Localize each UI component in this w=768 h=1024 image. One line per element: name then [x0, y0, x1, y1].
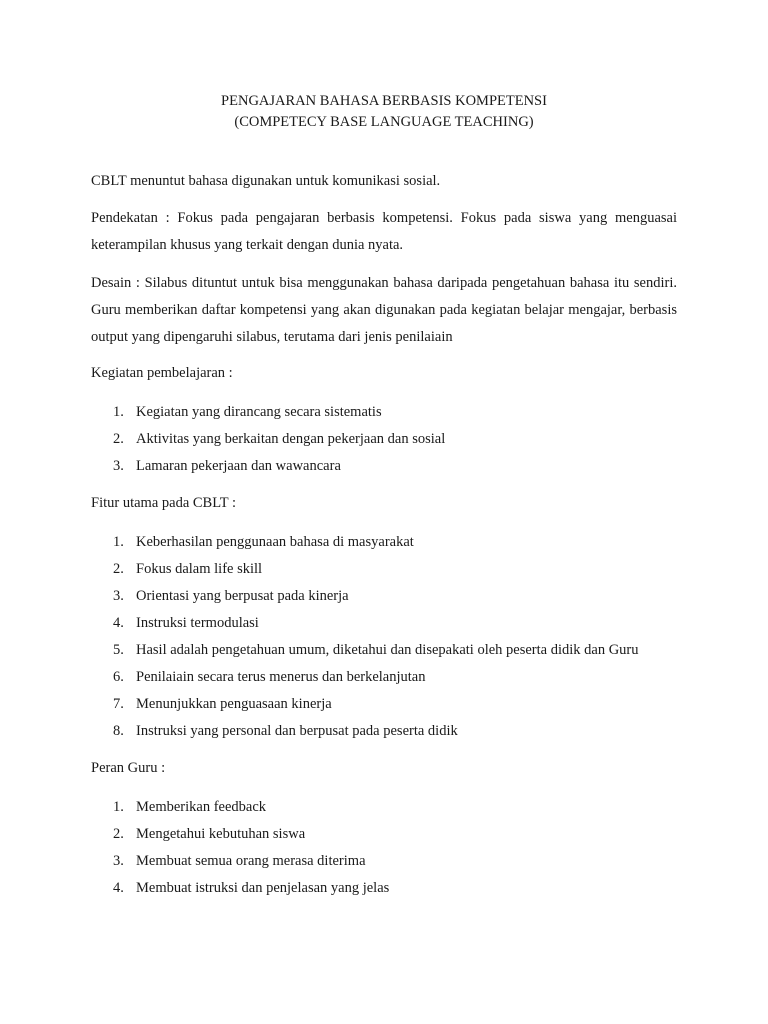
list-text: Hasil adalah pengetahuan umum, diketahui dan disepakati oleh peserta didik dan Guru [136, 642, 639, 658]
list-text: Aktivitas yang berkaitan dengan pekerjaan dan sosial [136, 431, 446, 447]
desain-paragraph: Desain : Silabus dituntut untuk bisa menggunakan bahasa daripada pengetahuan bahasa itu sendiri. Guru memberikan daftar kompetensi yang akan digunakan pada kegiatan belajar mengajar, berbasis output yang dipengaruhi silabus, terutama dari jenis penilaiain [91, 275, 677, 345]
document-title [91, 91, 677, 133]
intro-paragraph: CBLT menuntut bahasa digunakan untuk komunikasi sosial. [91, 173, 441, 189]
list-item [91, 610, 677, 637]
list-text: Fokus dalam life skill [136, 561, 263, 577]
title-line-1: PENGAJARAN BAHASA BERBASIS KOMPETENSI [221, 93, 547, 109]
document-body [91, 91, 677, 914]
fitur-heading: Fitur utama pada CBLT : [91, 495, 236, 511]
list-item [91, 583, 677, 610]
list-item [91, 399, 677, 426]
list-number: 2. [113, 561, 124, 577]
list-item [91, 875, 677, 902]
kegiatan-heading: Kegiatan pembelajaran : [91, 365, 233, 381]
list-item [91, 453, 677, 480]
list-number: 1. [113, 534, 124, 550]
list-text: Mengetahui kebutuhan siswa [136, 826, 306, 842]
list-text: Membuat semua orang merasa diterima [136, 853, 366, 869]
list-text: Instruksi termodulasi [136, 615, 259, 631]
list-text: Memberikan feedback [136, 799, 267, 815]
peran-list [91, 794, 677, 902]
title-line-2: (COMPETECY BASE LANGUAGE TEACHING) [234, 114, 534, 130]
list-number: 4. [113, 880, 124, 896]
list-item [91, 556, 677, 583]
list-text: Orientasi yang berpusat pada kinerja [136, 588, 349, 604]
list-item [91, 664, 677, 691]
list-number: 8. [113, 723, 124, 739]
pendekatan-paragraph: Pendekatan : Fokus pada pengajaran berbasis kompetensi. Fokus pada siswa yang menguasai keterampilan khusus yang terkait dengan dunia nyata. [91, 210, 677, 253]
list-text: Kegiatan yang dirancang secara sistematis [136, 404, 382, 420]
list-number: 6. [113, 669, 124, 685]
list-item [91, 794, 677, 821]
list-item [91, 529, 677, 556]
list-text: Membuat istruksi dan penjelasan yang jelas [136, 880, 390, 896]
kegiatan-list [91, 399, 677, 480]
list-item [91, 426, 677, 453]
fitur-list [91, 529, 677, 745]
list-number: 4. [113, 615, 124, 631]
list-number: 5. [113, 642, 124, 658]
list-number: 1. [113, 404, 124, 420]
list-number: 7. [113, 696, 124, 712]
list-text: Penilaiain secara terus menerus dan berkelanjutan [136, 669, 426, 685]
list-item [91, 821, 677, 848]
list-number: 3. [113, 588, 124, 604]
list-text: Menunjukkan penguasaan kinerja [136, 696, 332, 712]
list-number: 1. [113, 799, 124, 815]
list-number: 2. [113, 431, 124, 447]
list-number: 3. [113, 458, 124, 474]
peran-heading: Peran Guru : [91, 760, 166, 776]
list-item [91, 691, 677, 718]
list-item [91, 848, 677, 875]
list-item [91, 718, 677, 745]
list-text: Instruksi yang personal dan berpusat pada peserta didik [136, 723, 458, 739]
list-item [91, 637, 677, 664]
list-number: 3. [113, 853, 124, 869]
list-number: 2. [113, 826, 124, 842]
list-text: Lamaran pekerjaan dan wawancara [136, 458, 341, 474]
list-text: Keberhasilan penggunaan bahasa di masyarakat [136, 534, 414, 550]
